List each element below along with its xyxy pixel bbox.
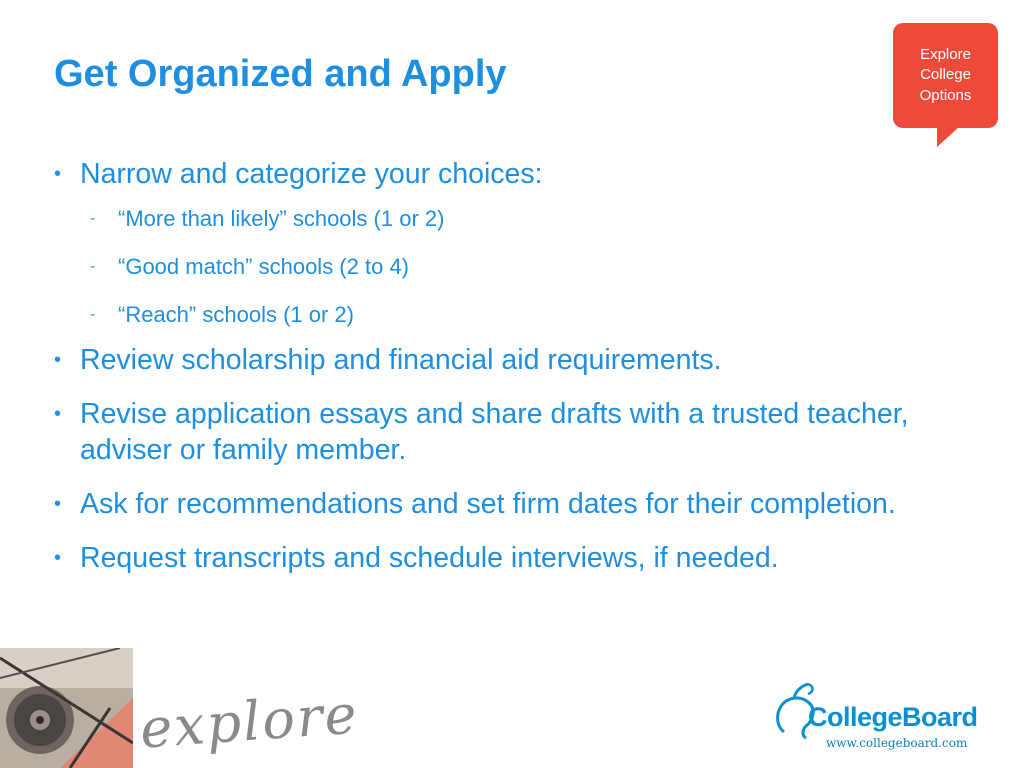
bullet-dot-icon: • bbox=[54, 403, 62, 425]
collegeboard-logo bbox=[772, 680, 992, 760]
bullet-text: Review scholarship and financial aid requirements. bbox=[80, 344, 722, 376]
dash-icon: - bbox=[90, 258, 96, 275]
sub-bullet-item bbox=[80, 254, 954, 280]
bullet-item bbox=[54, 342, 954, 378]
bullet-text: Request transcripts and schedule interviews, if needed. bbox=[80, 542, 779, 574]
dash-icon: - bbox=[90, 210, 96, 227]
badge-line-2: College bbox=[920, 66, 971, 84]
badge-line-1: Explore bbox=[920, 46, 971, 64]
bicycle-gear-icon bbox=[0, 648, 133, 768]
bullet-dot-icon: • bbox=[54, 349, 62, 371]
sub-bullet-text: “Good match” schools (2 to 4) bbox=[118, 254, 410, 279]
bullet-dot-icon: • bbox=[54, 163, 62, 185]
collegeboard-wordmark: CollegeBoard bbox=[808, 702, 978, 732]
bullet-list bbox=[54, 156, 954, 576]
bullet-text: Ask for recommendations and set firm dates for their completion. bbox=[80, 488, 896, 520]
sub-bullet-text: “More than likely” schools (1 or 2) bbox=[118, 206, 445, 231]
bullet-item bbox=[54, 486, 954, 522]
sub-bullet-text: “Reach” schools (1 or 2) bbox=[118, 302, 354, 327]
dash-icon: - bbox=[90, 306, 96, 323]
bullet-text: Narrow and categorize your choices: bbox=[80, 158, 543, 190]
slide-title: Get Organized and Apply bbox=[54, 53, 507, 95]
explore-college-options-badge bbox=[893, 23, 998, 128]
explore-script-word: explore bbox=[138, 682, 361, 761]
badge-tail bbox=[937, 127, 959, 147]
collegeboard-url: www.collegeboard.com bbox=[826, 736, 968, 750]
bullet-text: Revise application essays and share drafts with a trusted teacher, adviser or family member. bbox=[80, 398, 909, 466]
bullet-dot-icon: • bbox=[54, 493, 62, 515]
sub-bullet-item bbox=[80, 302, 954, 328]
bullet-item bbox=[54, 540, 954, 576]
bullet-dot-icon: • bbox=[54, 547, 62, 569]
bicycle-photo bbox=[0, 648, 133, 768]
sub-bullet-list bbox=[80, 206, 954, 328]
badge-line-3: Options bbox=[919, 86, 972, 104]
bullet-item bbox=[54, 156, 954, 328]
sub-bullet-item bbox=[80, 206, 954, 232]
bullet-item bbox=[54, 396, 954, 468]
